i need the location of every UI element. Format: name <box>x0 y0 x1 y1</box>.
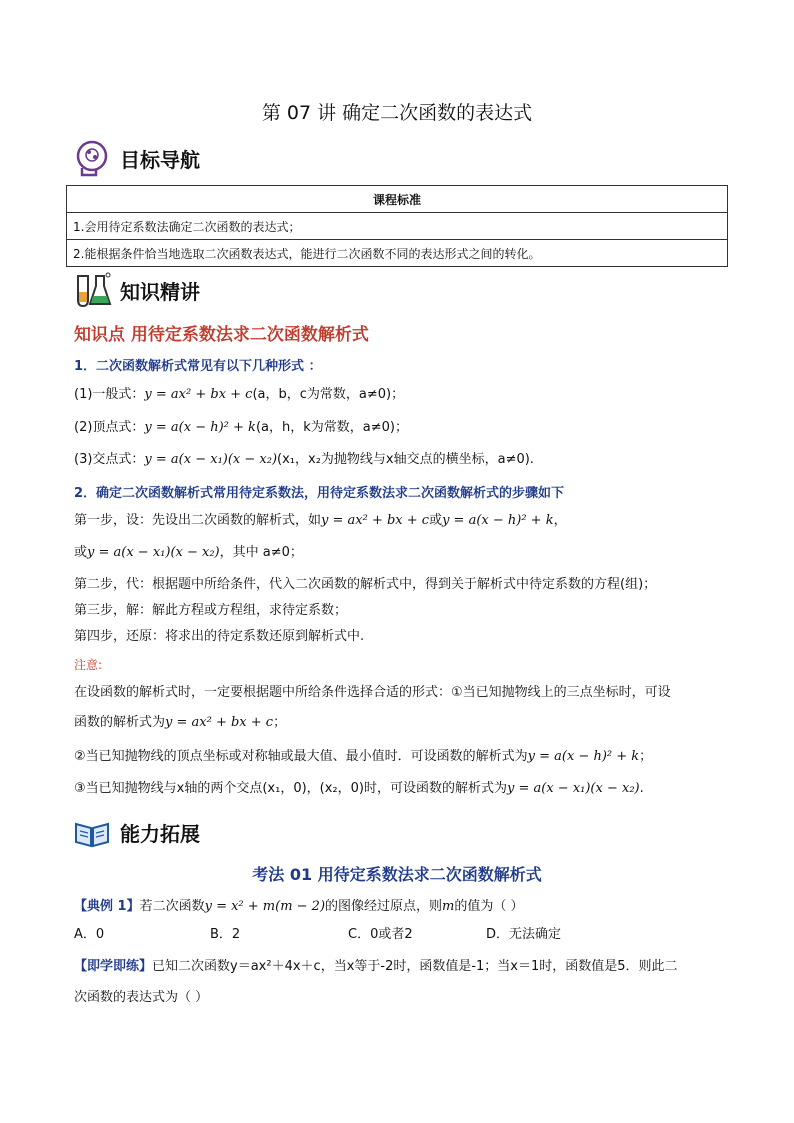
course-standard-table <box>66 185 728 267</box>
note-line-1: 在设函数的解析式时，一定要根据题中所给条件选择合适的形式：①当已知抛物线上的三点坐标时，可设 <box>74 685 671 700</box>
option-d: D．无法确定 <box>486 927 562 942</box>
note-line-2 <box>74 714 286 732</box>
note-2-formula: y = ax² + bx + c <box>165 715 274 730</box>
general-label: (1)一般式： <box>74 387 145 402</box>
intersect-formula: y = a(x − x₁)(x − x₂) <box>144 452 278 467</box>
general-formula: y = ax² + bx + c <box>144 387 253 402</box>
step1-condition: ，其中 a≠0； <box>219 545 303 560</box>
vertex-label: (2)顶点式： <box>74 420 145 435</box>
vertex-form-line <box>74 419 408 437</box>
note-4-end: . <box>639 781 644 796</box>
general-form-line <box>74 386 404 404</box>
note-4-text: ③当已知抛物线与x轴的两个交点(x₁，0)，(x₂，0)时，可设函数的解析式为 <box>74 781 507 796</box>
note-3-formula: y = a(x − h)² + k <box>527 749 640 764</box>
intersect-note: (x₁，x₂为抛物线与x轴交点的横坐标，a≠0). <box>277 452 534 467</box>
example-formula: y = x² + m(m − 2) <box>204 899 326 914</box>
section-ability-title: 能力拓展 <box>120 821 200 846</box>
example-text-c: 的值为（ ） <box>454 899 524 914</box>
option-a: A．0 <box>74 927 105 942</box>
note-3-text: ②当已知抛物线的顶点坐标或对称轴或最大值、最小值时．可设函数的解析式为 <box>74 749 528 764</box>
step3-line: 第三步，解：解此方程或方程组，求待定系数； <box>74 603 348 618</box>
lab-flask-icon <box>72 270 112 310</box>
example-text-a: 若二次函数 <box>139 899 205 914</box>
example-text-b: 的图像经过原点，则 <box>325 899 443 914</box>
note-4-formula: y = a(x − x₁)(x − x₂) <box>507 781 640 796</box>
intersect-label: (3)交点式： <box>74 452 145 467</box>
open-book-icon <box>72 812 112 852</box>
step1-comma: ， <box>553 513 567 528</box>
step1-formula-vertex: y = a(x − h)² + k <box>442 513 554 528</box>
note-2-end: ； <box>273 715 287 730</box>
option-b: B．2 <box>210 927 241 942</box>
table-row: 2.能根据条件恰当地选取二次函数表达式，能进行二次函数不同的表达形式之间的转化。 <box>67 240 728 267</box>
example-1 <box>74 898 524 916</box>
brain-head-icon <box>72 138 112 178</box>
table-header: 课程标准 <box>67 186 728 213</box>
page-title: 第 07 讲 确定二次函数的表达式 <box>261 102 533 124</box>
practice-tag: 【即学即练】 <box>74 959 153 974</box>
intersect-form-line <box>74 451 534 469</box>
step1-continued-line <box>74 544 303 562</box>
section-goal <box>72 138 200 178</box>
section-knowledge <box>72 270 200 310</box>
step1-formula-intersect: y = a(x − x₁)(x − x₂) <box>87 545 220 560</box>
note-label: 注意: <box>74 658 103 672</box>
practice-text: 已知二次函数y＝ax²＋4x＋c，当x等于-2时，函数值是-1；当x＝1时，函数值是5．则此二 <box>152 959 678 974</box>
step1-formula-general: y = ax² + bx + c <box>321 513 430 528</box>
section-goal-title: 目标导航 <box>120 147 200 172</box>
practice-line-1 <box>74 958 678 976</box>
k1-heading: 1．二次函数解析式常见有以下几种形式 ： <box>74 359 322 374</box>
knowledge-point-heading: 知识点 用待定系数法求二次函数解析式 <box>74 325 369 345</box>
practice-line-2: 次函数的表达式为（ ） <box>74 990 209 1005</box>
example-tag: 【典例 1】 <box>74 899 140 914</box>
method-heading: 考法 01 用待定系数法求二次函数解析式 <box>252 865 542 884</box>
step1-text: 第一步，设：先设出二次函数的解析式，如 <box>74 513 322 528</box>
section-ability <box>72 812 200 852</box>
section-knowledge-title: 知识精讲 <box>120 279 200 304</box>
note-3-end: ； <box>639 749 653 764</box>
note-line-3 <box>74 748 652 766</box>
step4-line: 第四步，还原：将求出的待定系数还原到解析式中. <box>74 629 365 644</box>
step2-line: 第二步，代：根据题中所给条件，代入二次函数的解析式中，得到关于解析式中待定系数的方程(组)； <box>74 577 657 592</box>
note-line-4 <box>74 780 644 798</box>
step1-or2: 或 <box>74 545 88 560</box>
vertex-note: (a，h，k为常数，a≠0)； <box>255 420 408 435</box>
vertex-formula: y = a(x − h)² + k <box>144 420 256 435</box>
general-note: (a，b，c为常数，a≠0)； <box>252 387 405 402</box>
example-var: m <box>442 899 455 914</box>
option-c: C．0或者2 <box>348 927 413 942</box>
step1-line <box>74 512 567 530</box>
step1-or: 或 <box>429 513 443 528</box>
k2-heading: 2．确定二次函数解析式常用待定系数法，用待定系数法求二次函数解析式的步骤如下 <box>74 486 565 501</box>
table-row: 1.会用待定系数法确定二次函数的表达式； <box>67 213 728 240</box>
note-2-text: 函数的解析式为 <box>74 715 166 730</box>
